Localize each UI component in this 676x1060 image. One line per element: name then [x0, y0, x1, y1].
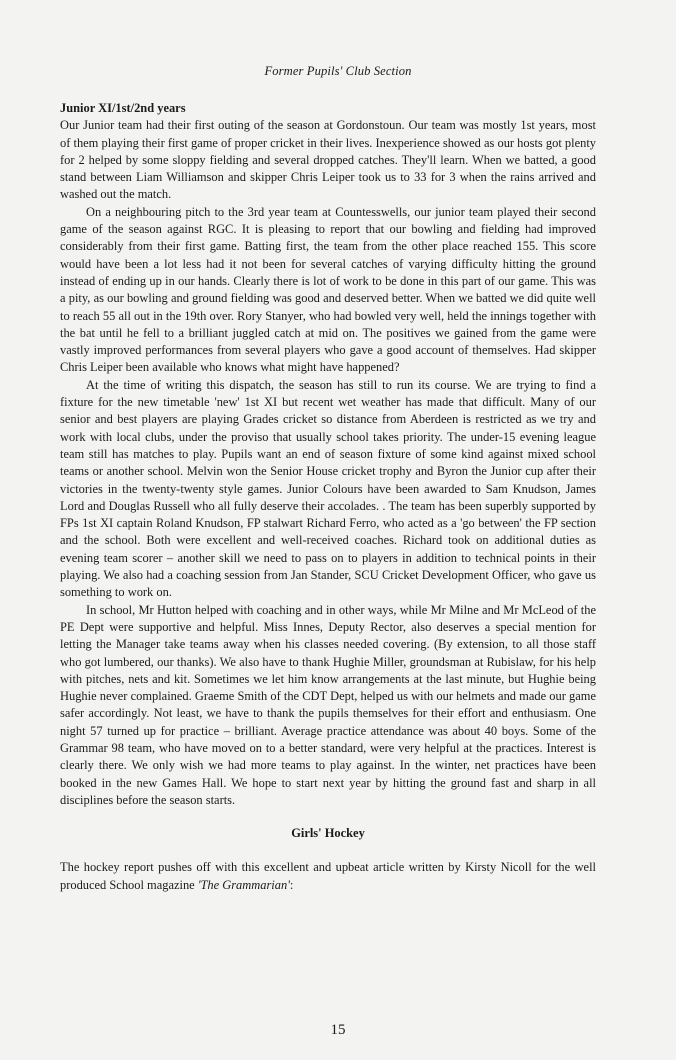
hockey-intro-text: The hockey report pushes off with this excellent and upbeat article written by Kirsty Nicoll for the well produced School magazine: [60, 860, 596, 892]
hockey-intro-end: :: [289, 877, 294, 892]
section-heading-junior: Junior XI/1st/2nd years: [60, 101, 186, 115]
page-number: 15: [330, 1022, 346, 1038]
paragraph-junior-1: Our Junior team had their first outing of the season at Gordonstoun. Our team was mostly 1st years, most of them playing their first game of proper cricket in their lives. Inexperience showed as our hosts got plenty for 2 helped by some sloppy fielding and several dropped catches. They'll learn. When we batted, a good stand between Liam Williamson and skipper Chris Leiper took us to 33 for 3 when the rains arrived and washed out the match.: [60, 118, 596, 202]
magazine-title: 'The Grammarian': [197, 877, 290, 892]
paragraph-junior-4: In school, Mr Hutton helped with coaching and in other ways, while Mr Milne and Mr McLeod of the PE Dept were supportive and helpful. Miss Innes, Deputy Rector, also deserves a special mention for letting the Manager take teams away when his classes needed covering. (By extension, to all those staff who got lumbered, our thanks). We also have to thank Hughie Miller, groundsman at Rubislaw, for his help with pitches, nets and kit. Sometimes we let him know arrangements at the last minute, but Hughie being Hughie never complained. Graeme Smith of the CDT Dept, helped us with our helmets and made our game safer accordingly. Not least, we have to thank the pupils themselves for their effort and enthusiasm. One night 57 turned up for practice – brilliant. Average practice attendance was about 40 boys. Some of the Grammar 98 team, who have moved on to a better standard, were very helpful at the practices. Interest is clearly there. We only wish we had more teams to play against. In the winter, net practices have been booked in the new Games Hall. We hope to start next year by hitting the ground fast and sharp in all disciplines before the season starts.: [60, 602, 596, 807]
paragraph-junior-2: On a neighbouring pitch to the 3rd year team at Countesswells, our junior team played their second game of the season against RGC. It is pleasing to report that our bowling and fielding had improved considerably from their first game. Batting first, the team from the other place reached 155. This score would have been a lot less had it not been for several catches of varying difficulty hitting the ground instead of ending up in our hands. Clearly there is lot of work to be done in this part of our game. This was a pity, as our bowling and ground fielding was good and deserved better. When we batted we did quite well to reach 55 all out in the 19th over. Rory Stanyer, who had bowled very well, held the innings together with the bat until he fell to a brilliant juggled catch at mid on. The positives we gained from the game were vastly improved performances from several players who gave a good account of themselves. Had skipper Chris Leiper been available who knows what might have happened?: [60, 204, 596, 375]
running-header: Former Pupils' Club Section: [264, 64, 412, 78]
paragraph-hockey-intro: [60, 859, 596, 894]
paragraph-junior-3: At the time of writing this dispatch, the season has still to run its course. We are trying to find a fixture for the new timetable 'new' 1st XI but recent wet weather has made that difficult. Many of our senior and best players are playing Grades cricket so distance from Aberdeen is restricted as we try and work with local clubs, under the proviso that usually school takes priority. The under-15 evening league team still has matches to play. Pupils want an end of season fixture of some kind against mixed school teams or another school. Melvin won the Senior House cricket trophy and Byron the Junior cup after their victories in the twenty-twenty style games. Junior Colours have been awarded to Sam Knudson, James Lord and Douglas Russell who all fully deserve their accolades. . The team has been superbly supported by FPs 1st XI captain Roland Knudson, FP stalwart Richard Ferro, who acted as a 'go between' the FP section and the school. Both were excellent and well-received coaches. Richard took on additional duties as evening team scorer – another skill we need to pass on to players in addition to technical points in their playing. We also had a coaching session from Jan Stander, SCU Cricket Development Officer, who gave us something to work on.: [60, 377, 596, 600]
section-heading-hockey: Girls' Hockey: [291, 826, 365, 841]
page-body: [60, 100, 596, 894]
